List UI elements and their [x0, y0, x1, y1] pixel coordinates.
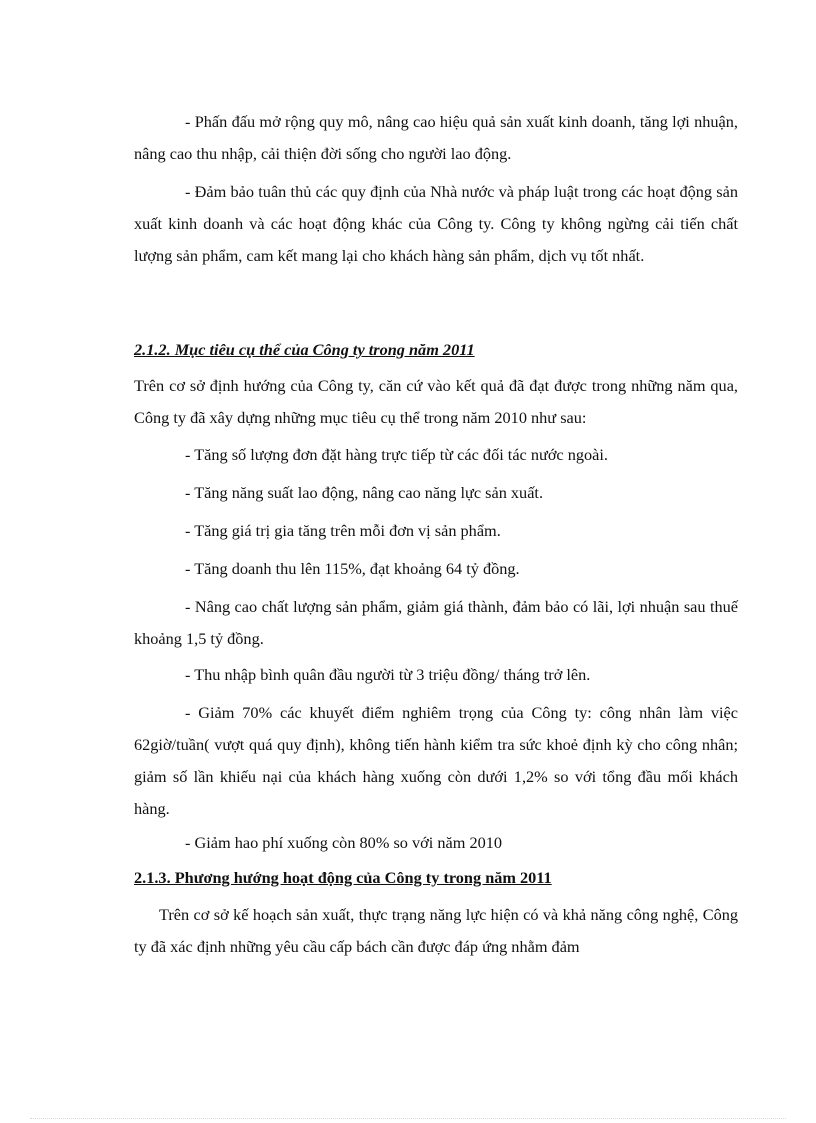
heading-section-2-1-2: 2.1.2. Mục tiêu cụ thể của Công ty trong năm 2011 [134, 340, 475, 359]
paragraph-section-2-1-2-intro: Trên cơ sở định hướng của Công ty, căn cứ vào kết quả đã đạt được trong những năm qua, Công ty đã xây dựng những mục tiêu cụ thể trong năm 2010 như sau: [134, 376, 738, 427]
paragraph-goal-compliance: - Đảm bảo tuân thủ các quy định của Nhà nước và pháp luật trong các hoạt động sản xuất kinh doanh và các hoạt động khác của Công ty. Công ty không ngừng cải tiến chất lượng sản phẩm, cam kết mang lại cho khách hàng sản phẩm, dịch vụ tốt nhất. [134, 182, 738, 265]
paragraph-section-2-1-3-intro: Trên cơ sở kế hoạch sản xuất, thực trạng năng lực hiện có và khả năng công nghệ, Công ty đã xác định những yêu cầu cấp bách cần được đáp ứng nhằm đảm [134, 905, 738, 956]
list-item: - Tăng số lượng đơn đặt hàng trực tiếp từ các đối tác nước ngoài. [185, 445, 608, 464]
list-item: - Giảm 70% các khuyết điểm nghiêm trọng của Công ty: công nhân làm việc 62giờ/tuần( vượt quá quy định), không tiến hành kiểm tra sức khoẻ định kỳ cho công nhân; giảm số lần khiếu nại của khách hàng xuống còn dưới 1,2% so với tổng đầu mối khách hàng. [134, 703, 738, 818]
page-bottom-divider [30, 1118, 786, 1119]
paragraph-goal-expand: - Phấn đấu mở rộng quy mô, nâng cao hiệu quả sản xuất kinh doanh, tăng lợi nhuận, nâng cao thu nhập, cải thiện đời sống cho người lao động. [134, 112, 738, 163]
list-item: - Tăng năng suất lao động, nâng cao năng lực sản xuất. [185, 483, 544, 502]
list-item: - Tăng giá trị gia tăng trên mỗi đơn vị sản phẩm. [185, 521, 501, 540]
list-item: - Tăng doanh thu lên 115%, đạt khoảng 64 tỷ đồng. [185, 559, 520, 578]
list-item: - Thu nhập bình quân đầu người từ 3 triệu đồng/ tháng trở lên. [185, 665, 591, 684]
list-item: - Giảm hao phí xuống còn 80% so với năm 2010 [185, 833, 503, 852]
heading-section-2-1-3: 2.1.3. Phương hướng hoạt động của Công ty trong năm 2011 [134, 868, 552, 887]
list-item: - Nâng cao chất lượng sản phẩm, giảm giá thành, đảm bảo có lãi, lợi nhuận sau thuế khoảng 1,5 tỷ đồng. [134, 597, 738, 648]
